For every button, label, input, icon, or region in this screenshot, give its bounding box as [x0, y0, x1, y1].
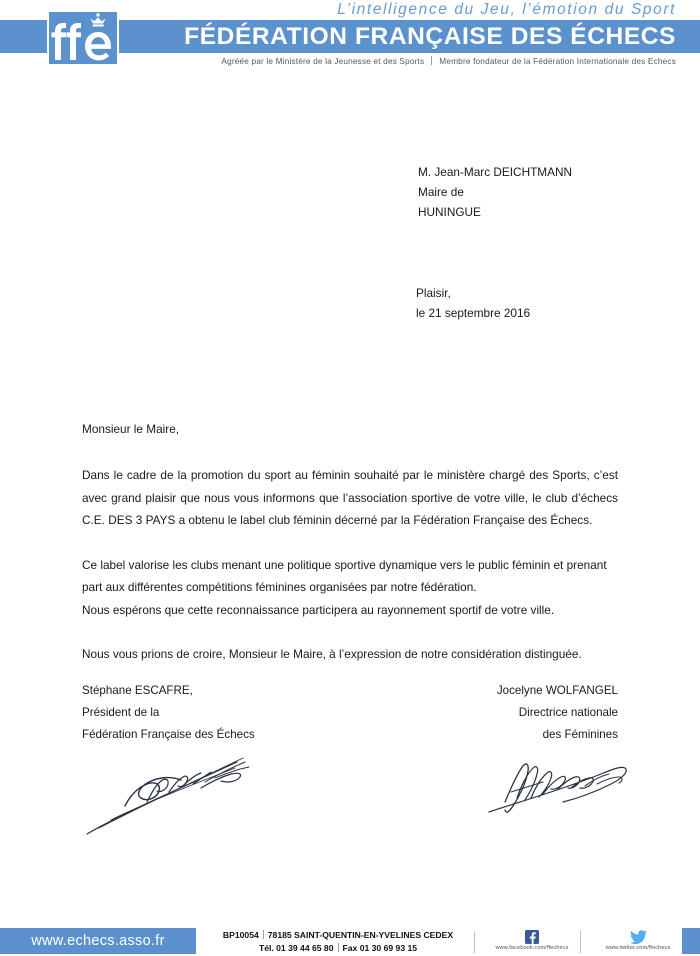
letter-paragraph-2: Ce label valorise les clubs menant une politique sportive dynamique vers le public féminin et prenant part aux différentes compétitions féminines organisées par notre fédération. — [82, 557, 607, 594]
footer-accent-block — [682, 928, 700, 954]
letterhead-footer — [0, 928, 700, 956]
header-subtitle-left: Agréée par le Ministère de la Jeunesse et des Sports — [221, 56, 425, 66]
letterhead-header — [0, 0, 700, 92]
footer-facebook-label: www.facebook.com/ffechecs — [495, 945, 569, 951]
footer-address-divider — [263, 930, 264, 939]
header-subtitle-divider — [431, 56, 432, 65]
ffe-logo-mark — [49, 12, 121, 68]
letter-paragraph-3: Nous espérons que cette reconnaissance participera au rayonnement sportif de votre ville. — [82, 602, 555, 617]
ffe-logo — [47, 10, 119, 66]
handwritten-signature-icon — [85, 748, 295, 836]
signatory-left-role-2: Fédération Française des Échecs — [82, 728, 255, 741]
letter-paragraph-4: Nous vous prions de croire, Monsieur le Maire, à l’expression de notre considération distinguée. — [82, 647, 582, 661]
addressee-role: Maire de — [418, 185, 464, 199]
handwritten-signature-icon — [485, 752, 635, 822]
footer-divider-1 — [474, 931, 475, 953]
signature-image-wolfangel — [485, 752, 635, 822]
signatory-left-name: Stéphane ESCAFRE, — [82, 684, 193, 697]
letter-body — [82, 420, 618, 688]
footer-postal-address — [212, 929, 464, 954]
signatory-right-name: Jocelyne WOLFANGEL — [496, 684, 618, 697]
footer-facebook[interactable] — [482, 930, 582, 951]
signatory-right-role-1: Directrice nationale — [518, 706, 618, 719]
header-subtitle-right: Membre fondateur de la Fédération Internationale des Echecs — [439, 56, 676, 66]
footer-twitter-label: www.twitter.com/ffechecs — [605, 945, 671, 951]
addressee-city: HUNINGUE — [418, 205, 481, 219]
signatory-left-role-1: Président de la — [82, 706, 160, 719]
signatory-right — [497, 680, 618, 746]
dateline-block — [416, 283, 530, 323]
footer-address-line-2 — [212, 942, 464, 955]
addressee-block — [418, 162, 572, 222]
footer-phone-divider — [338, 943, 339, 952]
twitter-icon[interactable] — [630, 930, 647, 944]
letter-salutation: Monsieur le Maire, — [82, 422, 180, 436]
signatory-left — [82, 680, 255, 746]
footer-divider-2 — [580, 931, 581, 953]
facebook-icon[interactable] — [525, 930, 539, 944]
footer-address-line-1 — [212, 929, 464, 942]
signatory-right-role-2: des Féminines — [542, 728, 618, 741]
dateline-place: Plaisir, — [416, 286, 451, 300]
header-tagline: L’intelligence du Jeu, l’émotion du Sport — [337, 1, 676, 18]
signature-row — [82, 680, 618, 746]
footer-twitter[interactable] — [588, 930, 688, 951]
footer-phone: Tél. 01 39 44 65 80 — [258, 942, 334, 953]
addressee-name: M. Jean-Marc DEICHTMANN — [418, 165, 573, 179]
signature-image-escafre — [85, 748, 295, 836]
dateline-date: le 21 septembre 2016 — [416, 306, 531, 320]
footer-address-city: 78185 SAINT-QUENTIN-EN-YVELINES CEDEX — [267, 930, 454, 940]
chess-king-crown-icon — [49, 12, 117, 64]
letter-paragraph-1: Dans le cadre de la promotion du sport au féminin souhaité par le ministère chargé des Sports, c’est avec grand plaisir que nous vous informons que l’association sportive de votre ville, le club d’échecs C.E. DES 3 PAYS a obtenu le label club féminin décerné par la Fédération Française des Échecs. — [82, 468, 618, 527]
footer-website-link[interactable]: www.echecs.asso.fr — [31, 933, 165, 949]
page-title: FÉDÉRATION FRANÇAISE DES ÉCHECS — [184, 23, 676, 50]
footer-fax: Fax 01 30 69 93 15 — [342, 942, 418, 953]
footer-address-bp: BP10054 — [222, 930, 259, 940]
